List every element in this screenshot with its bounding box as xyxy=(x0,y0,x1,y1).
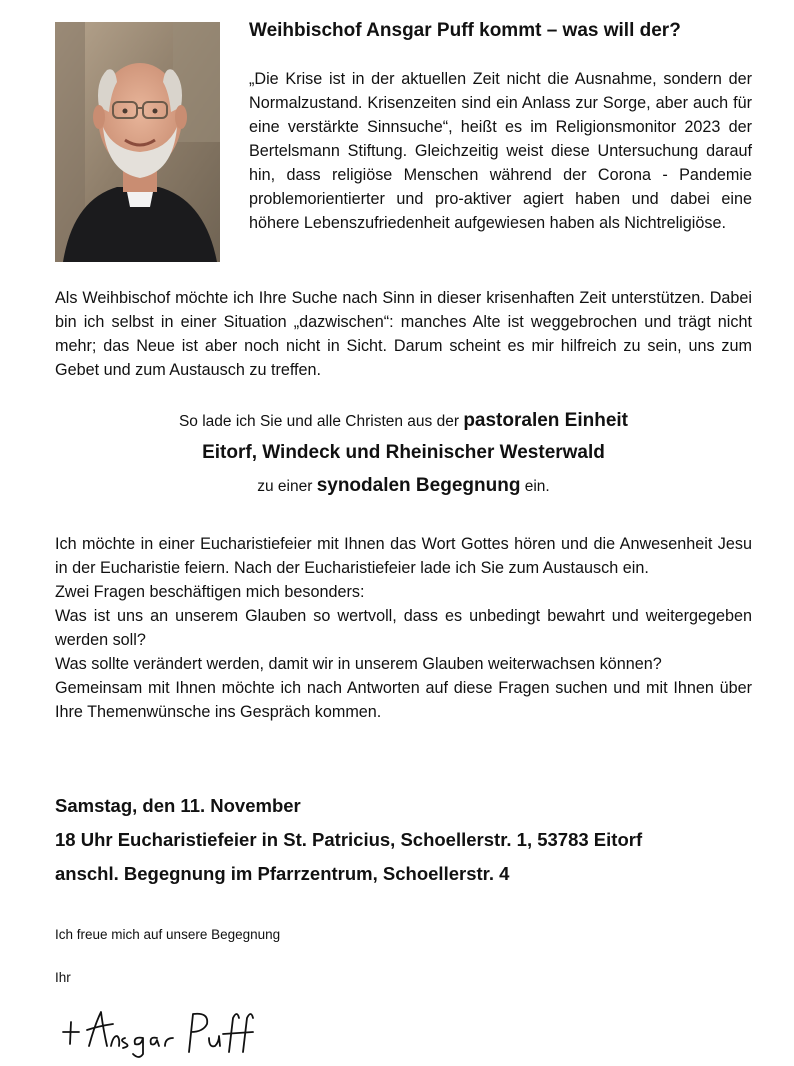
closing-ihr: Ihr xyxy=(55,970,71,985)
handwritten-signature xyxy=(57,1002,257,1060)
quote-paragraph: „Die Krise ist in der aktuellen Zeit nicht die Ausnahme, sondern der Normalzustand. Krisenzeiten sind ein Anlass zur Sorge, aber auch für eine verstärkte Sinnsuche“, heißt es im Religionsmonitor 2023 der Bertelsmann Stiftung. Gleichzeitig weist diese Untersuchung darauf hin, dass religiöse Menschen während der Corona - Pandemie problemorientierter und pro-aktiver agiert haben und dabei eine höhere Lebenszufriedenheit aufgewiesen haben als Nichtreligiöse. xyxy=(249,70,752,232)
event-mass: 18 Uhr Eucharistiefeier in St. Patricius, Schoellerstr. 1, 53783 Eitorf xyxy=(55,829,643,850)
invitation-line-1-prefix: So lade ich Sie und alle Christen aus der xyxy=(178,413,464,430)
body-paragraph-5: Gemeinsam mit Ihnen möchte ich nach Antworten auf diese Fragen suchen und mit Ihnen über Ihre Themenwünsche ins Gespräch kommen. xyxy=(55,679,752,721)
signature-icon xyxy=(57,1002,257,1060)
page-title: Weihbischof Ansgar Puff kommt – was will der? xyxy=(249,20,681,41)
portrait-photo xyxy=(55,22,220,262)
invitation-line-3-prefix: zu einer xyxy=(257,478,317,495)
body-paragraphs xyxy=(55,532,752,724)
portrait-icon xyxy=(55,22,220,262)
intro-paragraph: Als Weihbischof möchte ich Ihre Suche nach Sinn in dieser krisenhaften Zeit unterstützen. Dabei bin ich selbst in einer Situation „dazwischen“: manches Alte ist weggebrochen und trägt nicht mehr; das Neue ist aber noch nicht in Sicht. Darum scheint es mir hilfreich zu sein, uns zum Gebet und zum Austausch zu treffen. xyxy=(55,289,752,379)
body-paragraph-2: Zwei Fragen beschäftigen mich besonders: xyxy=(55,583,365,601)
invitation-line-2: Eitorf, Windeck und Rheinischer Westerwald xyxy=(202,442,605,463)
event-details xyxy=(55,789,755,891)
invitation-block xyxy=(55,407,752,503)
event-date: Samstag, den 11. November xyxy=(55,795,301,816)
invitation-line-3 xyxy=(55,470,752,503)
event-meeting: anschl. Begegnung im Pfarrzentrum, Schoellerstr. 4 xyxy=(55,863,510,884)
invitation-line-1 xyxy=(55,407,752,436)
body-paragraph-3: Was ist uns an unserem Glauben so wertvoll, dass es unbedingt bewahrt und weitergegeben werden soll? xyxy=(55,607,752,649)
invitation-line-3-bold: synodalen Begegnung xyxy=(316,475,521,496)
invitation-line-3-suffix: ein. xyxy=(520,478,550,495)
body-paragraph-4: Was sollte verändert werden, damit wir in unserem Glauben weiterwachsen können? xyxy=(55,655,662,673)
body-paragraph-1: Ich möchte in einer Eucharistiefeier mit Ihnen das Wort Gottes hören und die Anwesenheit Jesu in der Eucharistie feiern. Nach der Eucharistiefeier lade ich Sie zum Austausch ein. xyxy=(55,535,752,577)
closing-greeting: Ich freue mich auf unsere Begegnung xyxy=(55,927,281,942)
invitation-line-1-bold: pastoralen Einheit xyxy=(463,410,629,431)
